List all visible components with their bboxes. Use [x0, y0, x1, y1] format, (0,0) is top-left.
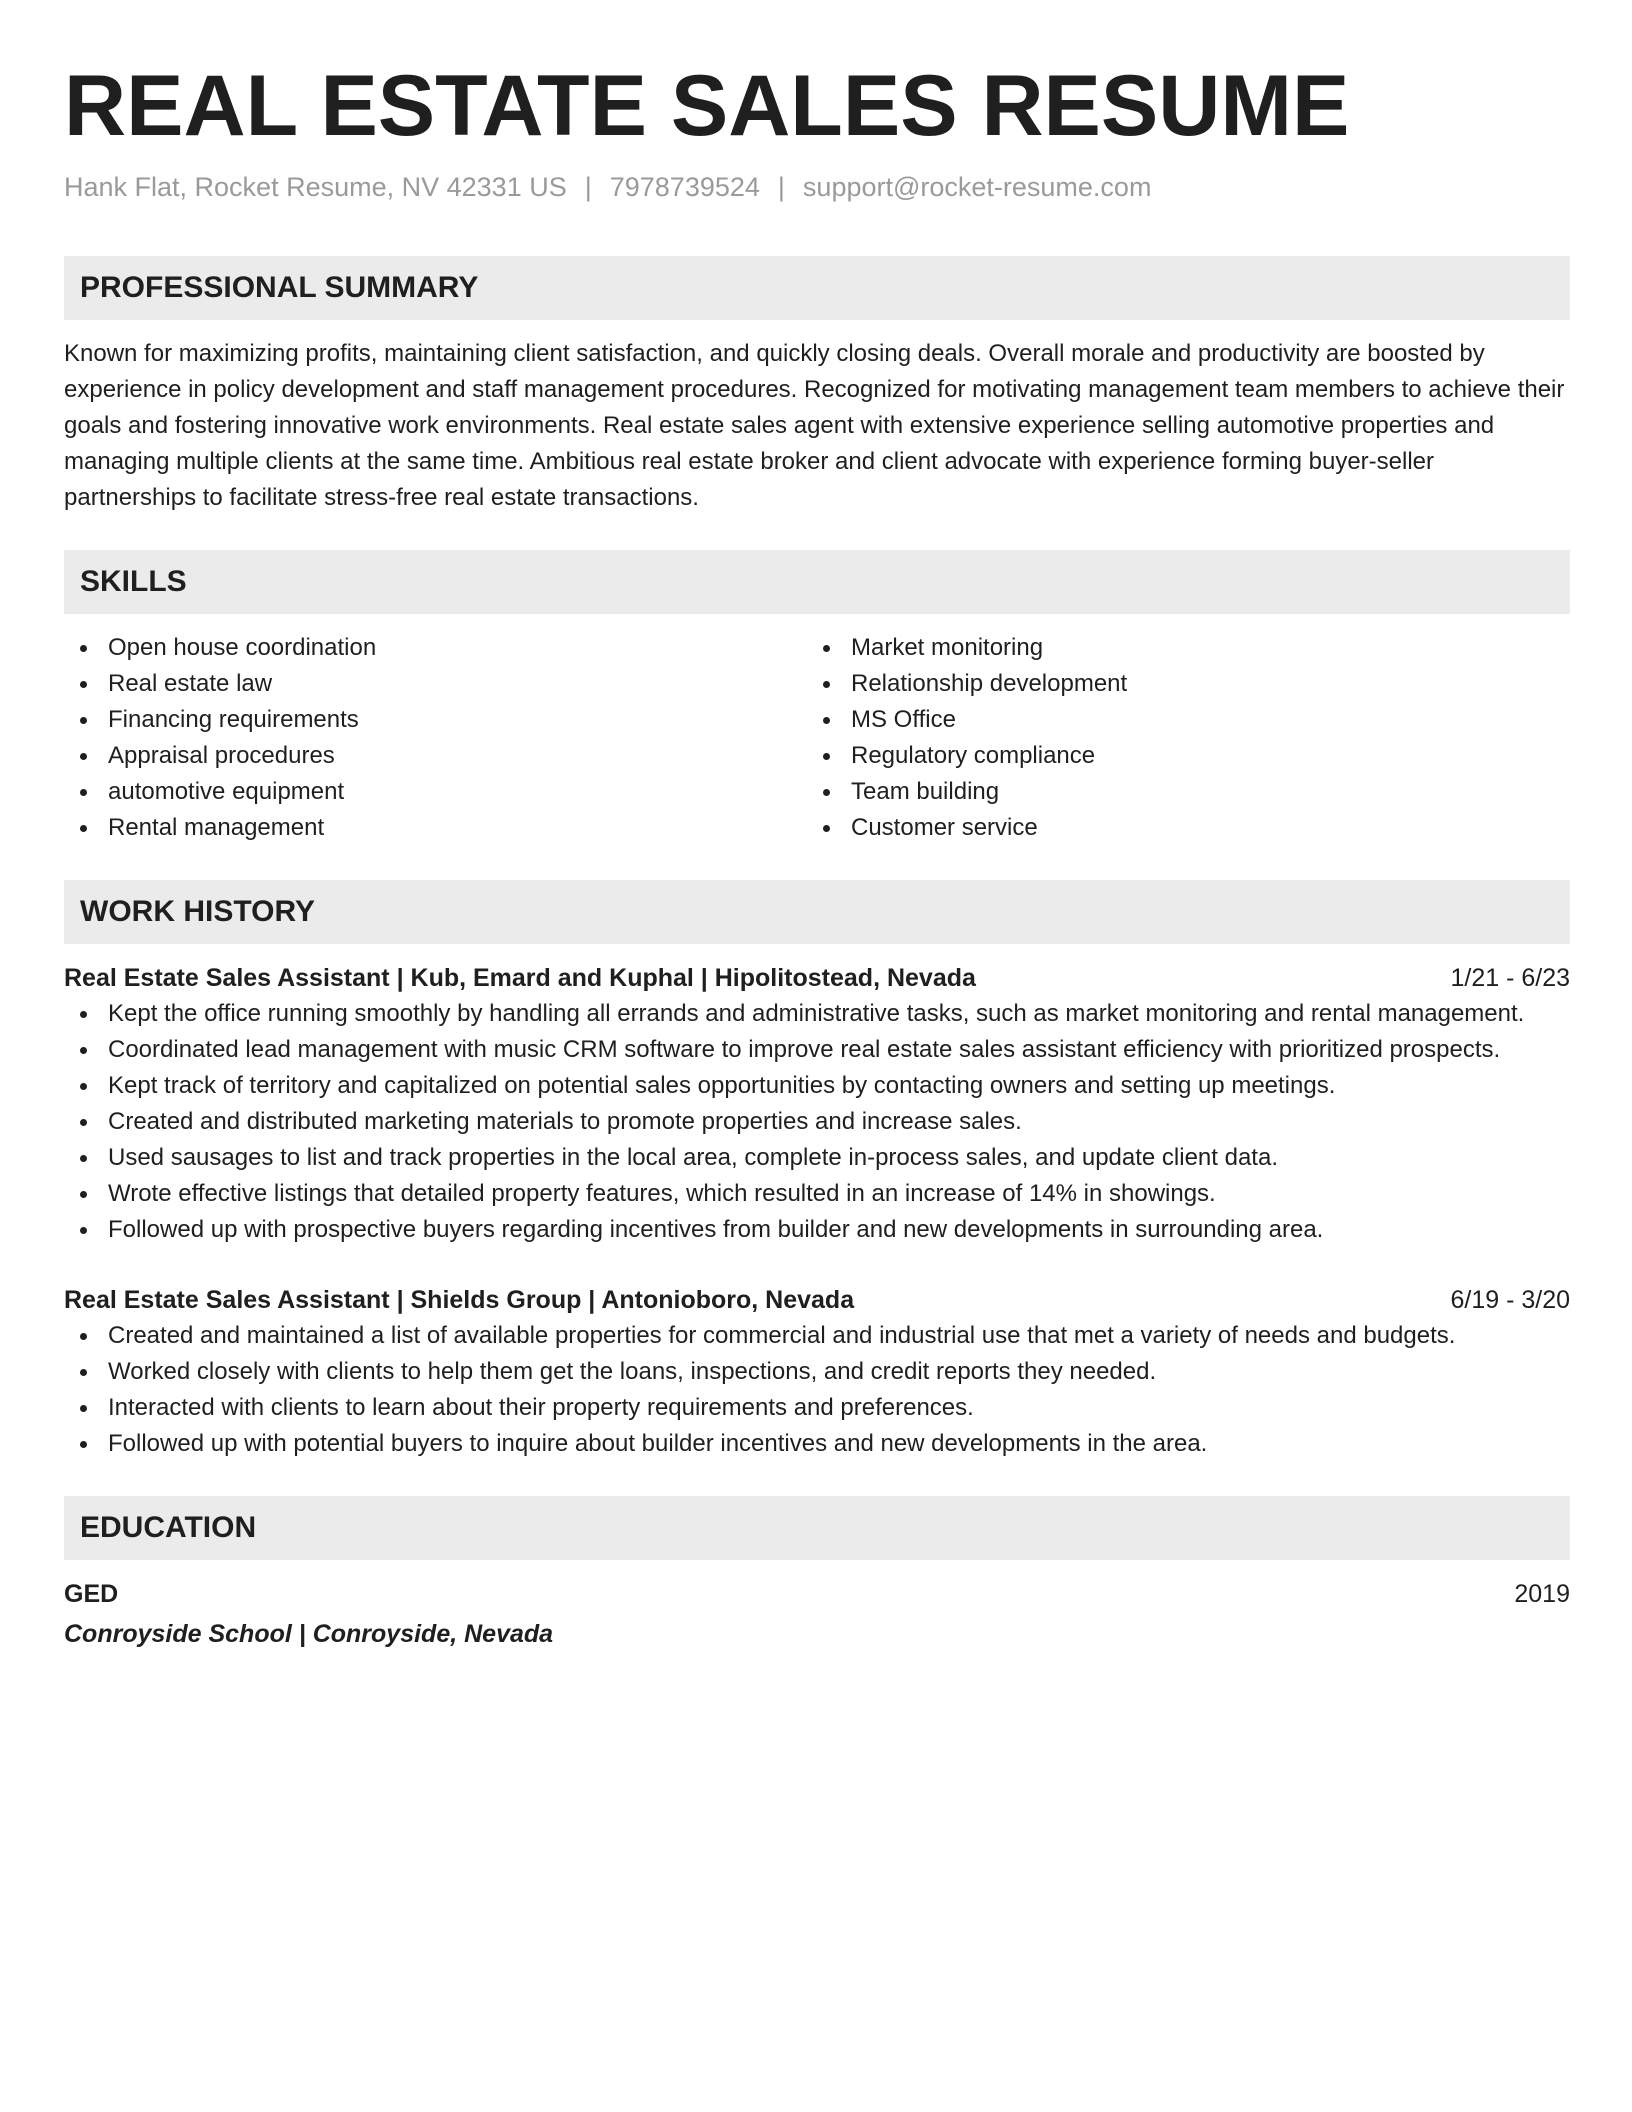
- summary-text: Known for maximizing profits, maintaining client satisfaction, and quickly closing deals. Overall morale and productivity are boosted by experience in policy development and staff management procedures. Recognized for motivating management team members to achieve their goals and fostering innovative work environments. Real estate sales agent with extensive experience selling automotive properties and managing multiple clients at the same time. Ambitious real estate broker and client advocate with experience forming buyer-seller partnerships to facilitate stress-free real estate transactions.: [64, 340, 1565, 511]
- job-dates: 1/21 - 6/23: [1450, 964, 1570, 992]
- contact-address: Hank Flat, Rocket Resume, NV 42331 US: [64, 172, 567, 202]
- skill-item: Rental management: [64, 810, 807, 846]
- skill-item: automotive equipment: [64, 774, 807, 810]
- skills-column-left: [64, 630, 807, 846]
- skill-item: Financing requirements: [64, 702, 807, 738]
- job-header: [64, 1282, 1570, 1318]
- job-bullet: Worked closely with clients to help them get the loans, inspections, and credit reports they needed.: [64, 1354, 1570, 1390]
- education-year: 2019: [1514, 1580, 1570, 1608]
- job-bullets: [64, 1318, 1570, 1462]
- job-bullet: Interacted with clients to learn about their property requirements and preferences.: [64, 1390, 1570, 1426]
- skills-column-right: [807, 630, 1550, 846]
- contact-email: support@rocket-resume.com: [802, 172, 1152, 202]
- contact-phone: 7978739524: [609, 172, 760, 202]
- job-entry: [64, 960, 1570, 1248]
- job-header: [64, 960, 1570, 996]
- job-bullet: Created and distributed marketing materials to promote properties and increase sales.: [64, 1104, 1570, 1140]
- education-school: Conroyside School | Conroyside, Nevada: [64, 1620, 554, 1648]
- job-bullet: Created and maintained a list of available properties for commercial and industrial use that met a variety of needs and budgets.: [64, 1318, 1570, 1354]
- job-bullet: Wrote effective listings that detailed property features, which resulted in an increase of 14% in showings.: [64, 1176, 1570, 1212]
- skill-item: Regulatory compliance: [807, 738, 1550, 774]
- contact-separator: |: [584, 172, 592, 202]
- section-header-work: WORK HISTORY: [64, 880, 1570, 944]
- job-bullet: Kept track of territory and capitalized on potential sales opportunities by contacting owners and setting up meetings.: [64, 1068, 1570, 1104]
- job-bullet: Followed up with potential buyers to inquire about builder incentives and new developments in the area.: [64, 1426, 1570, 1462]
- skill-item: Relationship development: [807, 666, 1550, 702]
- skill-item: Real estate law: [64, 666, 807, 702]
- skill-item: Appraisal procedures: [64, 738, 807, 774]
- job-dates: 6/19 - 3/20: [1450, 1286, 1570, 1314]
- job-title: Real Estate Sales Assistant | Shields Group | Antonioboro, Nevada: [64, 1286, 855, 1314]
- resume-title: REAL ESTATE SALES RESUME: [64, 58, 1350, 154]
- skill-item: Market monitoring: [807, 630, 1550, 666]
- skill-item: Team building: [807, 774, 1550, 810]
- job-bullet: Kept the office running smoothly by handling all errands and administrative tasks, such as market monitoring and rental management.: [64, 996, 1570, 1032]
- job-bullet: Used sausages to list and track properties in the local area, complete in-process sales, and update client data.: [64, 1140, 1570, 1176]
- education-degree: GED: [64, 1580, 119, 1608]
- job-entry: [64, 1282, 1570, 1462]
- job-bullet: Followed up with prospective buyers regarding incentives from builder and new developments in surrounding area.: [64, 1212, 1570, 1248]
- skill-item: Customer service: [807, 810, 1550, 846]
- job-bullets: [64, 996, 1570, 1248]
- skill-item: MS Office: [807, 702, 1550, 738]
- job-bullet: Coordinated lead management with music CRM software to improve real estate sales assistant efficiency with prioritized prospects.: [64, 1032, 1570, 1068]
- section-header-summary: PROFESSIONAL SUMMARY: [64, 256, 1570, 320]
- contact-separator: |: [777, 172, 785, 202]
- skills-grid: [64, 630, 1570, 846]
- resume-page: [64, 56, 1570, 1652]
- contact-line: [64, 170, 1570, 204]
- job-title: Real Estate Sales Assistant | Kub, Emard and Kuphal | Hipolitostead, Nevada: [64, 964, 976, 992]
- section-header-skills: SKILLS: [64, 550, 1570, 614]
- education-header: [64, 1576, 1570, 1612]
- section-header-education: EDUCATION: [64, 1496, 1570, 1560]
- skill-item: Open house coordination: [64, 630, 807, 666]
